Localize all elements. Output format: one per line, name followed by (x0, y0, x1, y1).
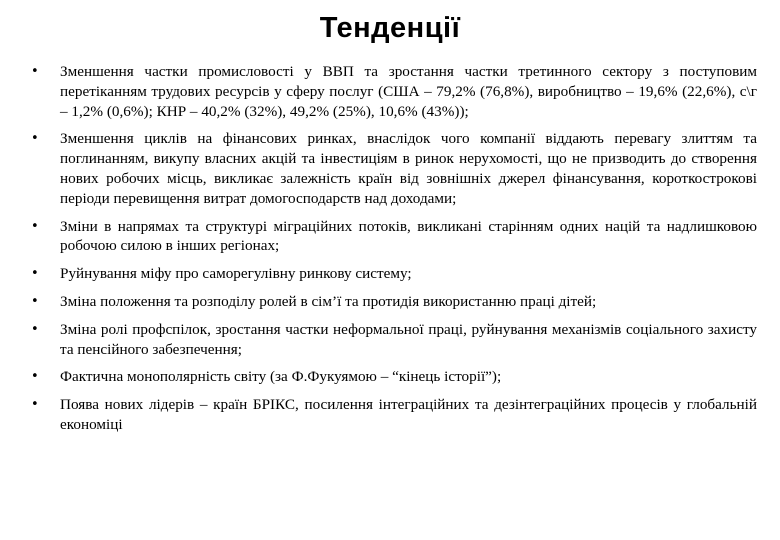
bullet-item (30, 217, 757, 257)
bullet-marker: • (31, 266, 39, 282)
bullet-text: Фактична монополярність світу (за Ф.Фукуямою – “кінець історії”); (60, 368, 502, 386)
bullet-text: Поява нових лідерів – країн БРІКС, посилення інтеграційних та дезінтеграційних процесів у глобальній економіці (60, 396, 757, 433)
bullet-item (30, 320, 757, 360)
bullet-item (30, 264, 757, 284)
bullet-item (30, 292, 757, 312)
bullet-text: Зміна положення та розподілу ролей в сім’ї та протидія використанню праці дітей; (60, 292, 597, 310)
bullet-item (30, 395, 757, 435)
bullet-text: Зміни в напрямах та структурі міграційних потоків, викликані старінням одних націй та надлишковою робочою силою в інших регіонах; (60, 217, 757, 255)
bullet-text: Зменшення циклів на фінансових ринках, внаслідок чого компанії віддають перевагу злиттям та поглинанням, викупу власних акцій та інвестиціям в ринок нерухомості, що не призводить до створення нових робочих місць, викликає залежність країн від зовнішніх джерел фінансування, короткострокові періоди перевищення витрат домогосподарств над доходами; (60, 130, 757, 207)
bullet-item (30, 62, 757, 121)
bullet-text: Зменшення частки промисловості у ВВП та зростання частки третинного сектору з поступовим перетіканням трудових ресурсів у сферу послуг (США – 79,2% (76,8%), виробництво – 19,6% (22,6%), с\г – 1,2% (0,6%); КНР – 40,2% (32%), 49,2% (25%), 10,6% (43%)); (60, 63, 757, 120)
bullet-item (30, 367, 757, 387)
bullet-marker: • (31, 369, 39, 385)
slide-title: Тенденції (319, 12, 461, 44)
bullet-marker: • (31, 64, 39, 79)
bullet-marker: • (31, 321, 39, 337)
bullet-text: Зміна ролі профспілок, зростання частки неформальної праці, руйнування механізмів соціального захисту та пенсійного забезпечення; (60, 320, 757, 358)
bullet-text: Руйнування міфу про саморегулівну ринкову систему; (60, 265, 412, 283)
bullet-marker: • (31, 131, 39, 147)
bullet-marker: • (31, 218, 39, 234)
bullet-list (30, 62, 757, 443)
bullet-marker: • (31, 293, 39, 309)
bullet-item (30, 129, 757, 208)
bullet-marker: • (31, 397, 39, 413)
